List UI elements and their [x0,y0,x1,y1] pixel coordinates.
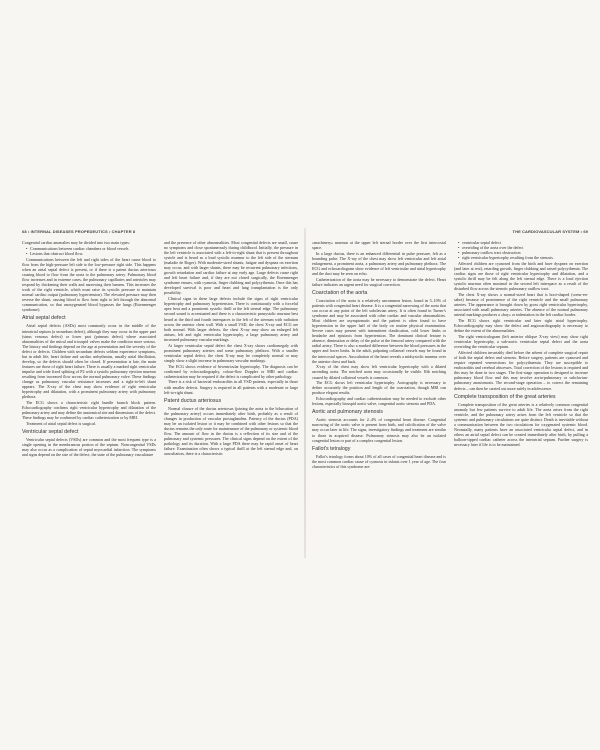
section-heading: Ventricular septal defect [22,428,79,435]
body-paragraph: Treatment of atrial septal defect is surgical. [26,420,97,426]
body-paragraph: Aortic stenosis accounts for 2–4% of congenital heart disease. Congenital narrowing of the aortic valve is present from birth, and calcification of the valve may occur later in life. The signs, investigatory findings and treatment are similar to those in acquired disease. Pulmonary stenosis may also be an isolated congenital lesion or part of a complex congenital lesion. [312,417,446,443]
right-page-column-1 [312,240,446,558]
section-heading: Coarctation of the aorta [312,290,368,297]
body-paragraph: Ventricular septal defects (VSDs) are common and the most frequent type is a single opening in the membranous portion of the septum. Noncongenital VSDs may also occur as a complication of septal myocardial infarction. The symptoms and signs depend on the size of the defect, the state of the pulmonary vasculature [22,436,156,458]
body-paragraph: At larger ventricular septal defect the chest X-ray shows cardiomegaly with prominent pulmonary arteries and some pulmonary plethora. With a smaller ventricular septal defect, the chest X-ray may be completely normal or may simply show a slight increase in pulmonary vascular markings. [164,342,298,363]
left-page-column-1 [22,240,156,558]
section-heading: Patent ductus arteriosus [164,397,222,404]
right-page [312,228,588,558]
left-page [22,228,298,558]
body-paragraph: «machinery» murmur at the upper left sternal border over the first intercostal space. [312,240,446,251]
body-paragraph: Affected children invariably died before the advent of complete surgical repair of both the septal defect and stenosis. Before surgery, patients are cyanosed and require repeated venesections for polycythaemia. They are susceptible to endocarditis and cerebral abscesses. Total correction of the lesions is required and this may be done in two stages. The first-stage operation is designed to increase pulmonary blood flow and this may involve aorta-pulmonary or subclavian-pulmonary anastomosis. The second-stage operation – to correct the remaining defects – can then be carried out more safely in adolescence. [454,350,588,391]
body-paragraph: Atrial septal defects (ASDs) most commonly occur in the middle of the interatrial septum (a secundum defect), although they may occur in the upper part (sinus venosus defect) or lower part (primum defect) where associated abnormalities of the mitral and tricuspid valves make the condition more serious. The history and findings depend on the age at presentation and the severity of the defect or defects. Children with secundum defects seldom experience symptoms, but in adult life, heart failure and cardiac arrhythmias, usually atrial fibrillation, develop, so the defects should often be closed. If presentation is late, the main features are those of right heart failure. There is usually a marked right ventricular impulse and wide fixed splitting of P2 with a systolic pulmonary ejection murmur resulting from increased flow across the normal pulmonary valve. These findings change as pulmonary vascular resistance increases and a right-to-left shunt appears. The X-ray of the chest may show evidence of right ventricular hypertrophy and dilatation, with a prominent pulmonary artery with pulmonary plethora. [22,323,156,400]
body-paragraph: The right ventriculogram (left anterior oblique X-ray view) may show right ventricular hypertrophy, a sub-aortic ventricular septal defect and the aorta overriding the ventricular septum. [454,334,588,350]
bullet-item: • ventricular septal defect [458,240,588,245]
body-paragraph: Congenital cardiac anomalies may be divided into two main types: [22,240,131,245]
body-paragraph: Clinical signs in these large defects include the signs of right ventricular hypertrophy and pulmonary hypertension. There is continuously with a forceful apex beat and a prominent systolic thrill at the left sternal edge. The pulmonary second sound is accentuated and there is a characteristic pansystolic murmur best heard at the third and fourth interspaces to the left of the sternum with radiation across the anterior chest wall. With a small VSD, the chest X-ray and ECG are both normal. With larger defects, the chest X-ray may show an enlarged left atrium, left and right ventricular hypertrophy, a large pulmonary artery and increased pulmonary vascular markings. [164,296,298,342]
body-paragraph: The chest X-ray shows a normal-sized heart that is boot-shaped (coeur-en-sabot) because of prominence of the right ventricle and the small pulmonary arteries. The appearance is brought down by gross right ventricular hypertrophy, associated with small pulmonary arteries. The absence of the normal pulmonary arterial markings produces a «bay» or indentation in the left cardiac border. [454,292,588,318]
body-paragraph: The ECG shows a characteristic right bundle branch block pattern. Echocardiography confirms right ventricular hypertrophy and dilatation of the pulmonary artery and may define the anatomical site and dimensions of the defect. These findings may be confirmed by cardiac catheterization or by MRI. [22,399,156,421]
bullet-item: • right ventricular hypertrophy resulting from the stenosis. [458,255,588,260]
body-paragraph: The ECG shows left ventricular hypertrophy. Aortography is necessary to define accurately the position and length of the coarctation, though MRI can produce elegant results. [312,380,446,396]
bullet-list [454,240,588,260]
body-paragraph: Catheterization of the aorta may be necessary to demonstrate the defect. Heart failure indicates an urgent need for surgical correction. [312,276,446,287]
body-paragraph: Fallot's tetralogy forms about 10% of all cases of congenital heart disease and is the most common cardiac cause of cyanosis in infants over 1 year of age. The four characteristics of this syndrome are: [312,453,446,469]
right-page-column-2 [454,240,588,558]
body-paragraph: In a large ductus, there is an enhanced differential in pulse pressure, felt as a bounding pulse. The X-ray of the chest may show left ventricular and left atrial enlargement, a prominent aorta, a pulmonary artery and pulmonary plethora. The ECG and echocardiogram show evidence of left ventricular and atrial hypertrophy and the duct may be seen on echo. [312,250,446,277]
section-heading: Fallot's tetralogy [312,445,351,452]
body-paragraph: Echocardiography and cardiac catheterization may be needed to exclude other lesions, especially bicuspid aortic valve, congenital aortic stenosis and PDA. [312,396,446,407]
bullet-list [22,246,156,256]
body-paragraph: and the presence of other abnormalities. Most congenital defects are small, cause no symptoms and close spontaneously during childhood. Initially, the pressure in the left ventricle is associated with a left-to-right shunt that is present throughout systole and is heard as a loud systolic murmur to the left side of the sternum (maladie de Roger). With moderate-sized shunts, fatigue and dyspnea on exertion may occur, and with larger shunts, there may be recurrent pulmonary infections, growth retardation and cardiac failure at any early age. Large defects cause right and left heart failure and, if they are not closed surgically, the Eisenmenger syndrome ensues, with cyanosis, finger clubbing and polycythemia. Once this has developed survival is poor and heart and lung transplantation is the only possibility. [164,240,298,296]
book-spread [22,228,588,558]
section-heading: Atrial septal defect [22,315,66,322]
bullet-item: • pulmonary outflow tract obstruction [458,250,588,255]
right-page-header: THE CARDIOVASCULAR SYSTEM • 69 [512,229,588,234]
body-paragraph: The ECG shows right ventricular and later right atrial hypertrophy. Echocardiography may show the defect and angiocardiography is necessary to define the extent of the abnormalities. [454,318,588,334]
bullet-item: • Communications between cardiac chambers or blood vessels [26,246,156,251]
body-paragraph: Coarctation of the aorta is a relatively uncommon lesion, found in 5–10% of patients with congenital heart disease. It is a congenital narrowing of the aorta that can occur at any point of the left subclavian artery. It is often found in Turner's syndrome and may be associated with other cardiac and vascular abnormalities. Most children are asymptomatic and the patient is often found to have hypertension in the upper half of the body on routine physical examination. Severe cases may present with intermittent claudication, cold lower limbs or headache and epistaxis from hypertension. The dominant clinical feature is absence, diminution or delay of the pulse at the femoral artery compared with the radial artery. There is also a marked difference between the blood pressures in the upper and lower limbs. In the adult, palpating collateral vessels may be found in the intercostal spaces. Auscultation of the heart reveals a midsystolic murmur over the anterior chest and back. [312,298,446,364]
body-paragraph: Normal closure of the ductus arteriosus (joining the aorta to the bifurcation of the pulmonary artery) occurs immediately after birth, probably as a result of changes in production of vascular prostaglandins. Patency of the ductus (PDA) may be an isolated lesion or it may be combined with other lesions so that the ductus remains the only route for maintenance of the pulmonary or systemic blood flow. The amount of flow in the ductus is a reflection of its size and of the pulmonary and systemic pressures. The clinical signs depend on the extent of the pathology and its duration. With a large PDA there may be rapid onset of heart failure. Examination often shows a typical thrill at the left sternal edge and, on auscultation, there is a characteristic [164,405,298,457]
book-gutter [304,228,306,558]
section-heading: Aortic and pulmonary stenosis [312,409,383,416]
bullet-item: • Lesions that obstruct blood flow. [26,251,156,256]
section-heading: Complete transposition of the great arteries [454,393,556,400]
body-paragraph: Complete transposition of the great arteries is a relatively common congenital anomaly but few patients survive to adult life. The aorta arises from the right ventricle, and the pulmonary artery arises from the left ventricle so that the systemic and pulmonary circulations are quite distinct. Death is inevitable without a communication between the two circulations for oxygenated systemic blood. Neonatally, many patients have an associated ventricular septal defect, and in others an atrial septal defect can be created immediately after birth, by pulling a balloon-tipped cardiac catheter across the interatrial septum. Further surgery is necessary later if life is to be maintained. [454,401,588,447]
body-paragraph: X-ray of the chest may show left ventricular hypertrophy with a dilated ascending aorta. The notched aorta may occasionally be visible. Rib notching caused by dilated collateral vessels is common. [312,364,446,380]
left-page-header: 68 • INTERNAL DISEASES PROPEDEUTICS • CHAPTER 8 [22,229,136,234]
left-page-column-2 [164,240,298,558]
body-paragraph: There is a risk of bacterial endocarditis in all VSD patients, especially in those with smaller defects. Surgery is required in all patients with a moderate or large left-to-right shunt. [164,379,298,395]
body-paragraph: Affected children are cyanosed from the birth and have dyspnea on exertion (and later at rest), retarding growth, finger clubbing and raised polycythemia. The cardiac signs are those of right ventricular hypertrophy and dilatation, and a systolic thrill may be felt along the left sternal edge. There is a loud ejection systolic murmur often maximal in the second left interspace as a result of the disturbed flow across the stenotic pulmonary outflow tract. [454,261,588,292]
body-paragraph: The ECG shows evidence of biventricular hypertrophy. The diagnosis can be confirmed by echocardiography, colour-flow Doppler or MRI and cardiac catheterization may be required if the defect is complicated by other pathology. [164,363,298,379]
bullet-item: • overriding of the aorta over the defect [458,245,588,250]
body-paragraph: Communications between the left and right sides of the heart cause blood to flow from the high-pressure left side to the low-pressure right side. This happens when an atrial septal defect is present, or if there is a patent ductus arteriosus causing blood to flow from the aorta to the pulmonary artery. Pulmonary blood flow increases and in extreme cases, the pulmonary capillaries and arterioles may respond by thickening their walls and narrowing their lumens. This increases the work of the right ventricle, which must raise its systolic pressure to maintain normal cardiac output (pulmonary hypertension). The elevated pressure may then reverse the shunt, causing blood to flow from right to left through the abnormal communication, so that unoxygenated blood bypasses the lungs (Eisenmenger syndrome). [22,256,156,313]
